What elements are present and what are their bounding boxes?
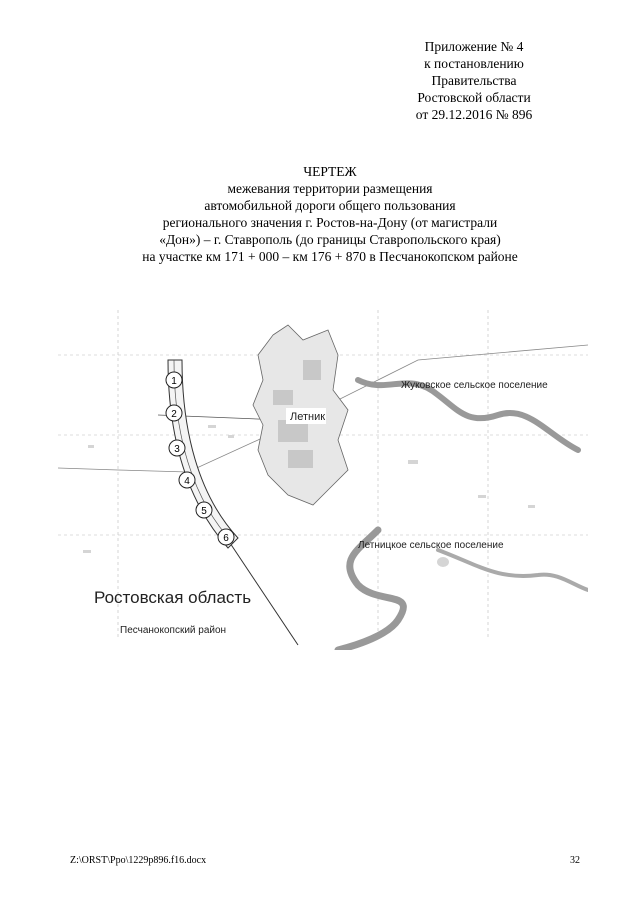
appendix-block xyxy=(374,38,574,123)
map-svg xyxy=(58,300,588,650)
section-marker xyxy=(179,472,195,488)
district-label: Песчанокопский район xyxy=(120,625,227,636)
section-marker xyxy=(169,440,185,456)
section-number: 2 xyxy=(171,409,177,420)
section-number: 6 xyxy=(223,533,229,544)
section-marker xyxy=(166,405,182,421)
section-marker xyxy=(218,529,234,545)
document-title xyxy=(60,163,600,265)
title-line: автомобильной дороги общего пользования xyxy=(204,198,456,213)
appendix-line: Ростовской области xyxy=(417,90,531,105)
title-line: «Дон») – г. Ставрополь (до границы Ставропольского края) xyxy=(159,232,501,247)
section-number: 5 xyxy=(201,506,207,517)
title-heading: ЧЕРТЕЖ xyxy=(303,164,357,179)
section-number: 3 xyxy=(174,444,180,455)
title-line: регионального значения г. Ростов-на-Дону (от магистрали xyxy=(162,215,498,230)
region-label: Ростовская область xyxy=(94,588,252,607)
section-marker xyxy=(196,502,212,518)
file-path: Z:\ORST\Ppo\1229p896.f16.docx xyxy=(70,855,207,866)
page-number: 32 xyxy=(570,855,580,866)
section-number: 1 xyxy=(171,376,177,387)
river-branch xyxy=(438,550,588,590)
village-label: Летник xyxy=(290,411,326,423)
letnitskoe-label: Летницкое сельское поселение xyxy=(358,540,504,551)
appendix-line: Правительства xyxy=(431,73,517,88)
section-number: 4 xyxy=(184,476,190,487)
section-marker xyxy=(166,372,182,388)
appendix-line: Приложение № 4 xyxy=(424,39,524,54)
zhukovskoe-label: Жуковское сельское поселение xyxy=(401,380,548,391)
title-line: на участке км 171 + 000 – км 176 + 870 в Песчанокопском районе xyxy=(142,249,518,264)
appendix-line: от 29.12.2016 № 896 xyxy=(415,107,533,122)
map-drawing xyxy=(58,300,588,650)
title-line: межевания территории размещения xyxy=(227,181,433,196)
appendix-line: к постановлению xyxy=(424,56,524,71)
